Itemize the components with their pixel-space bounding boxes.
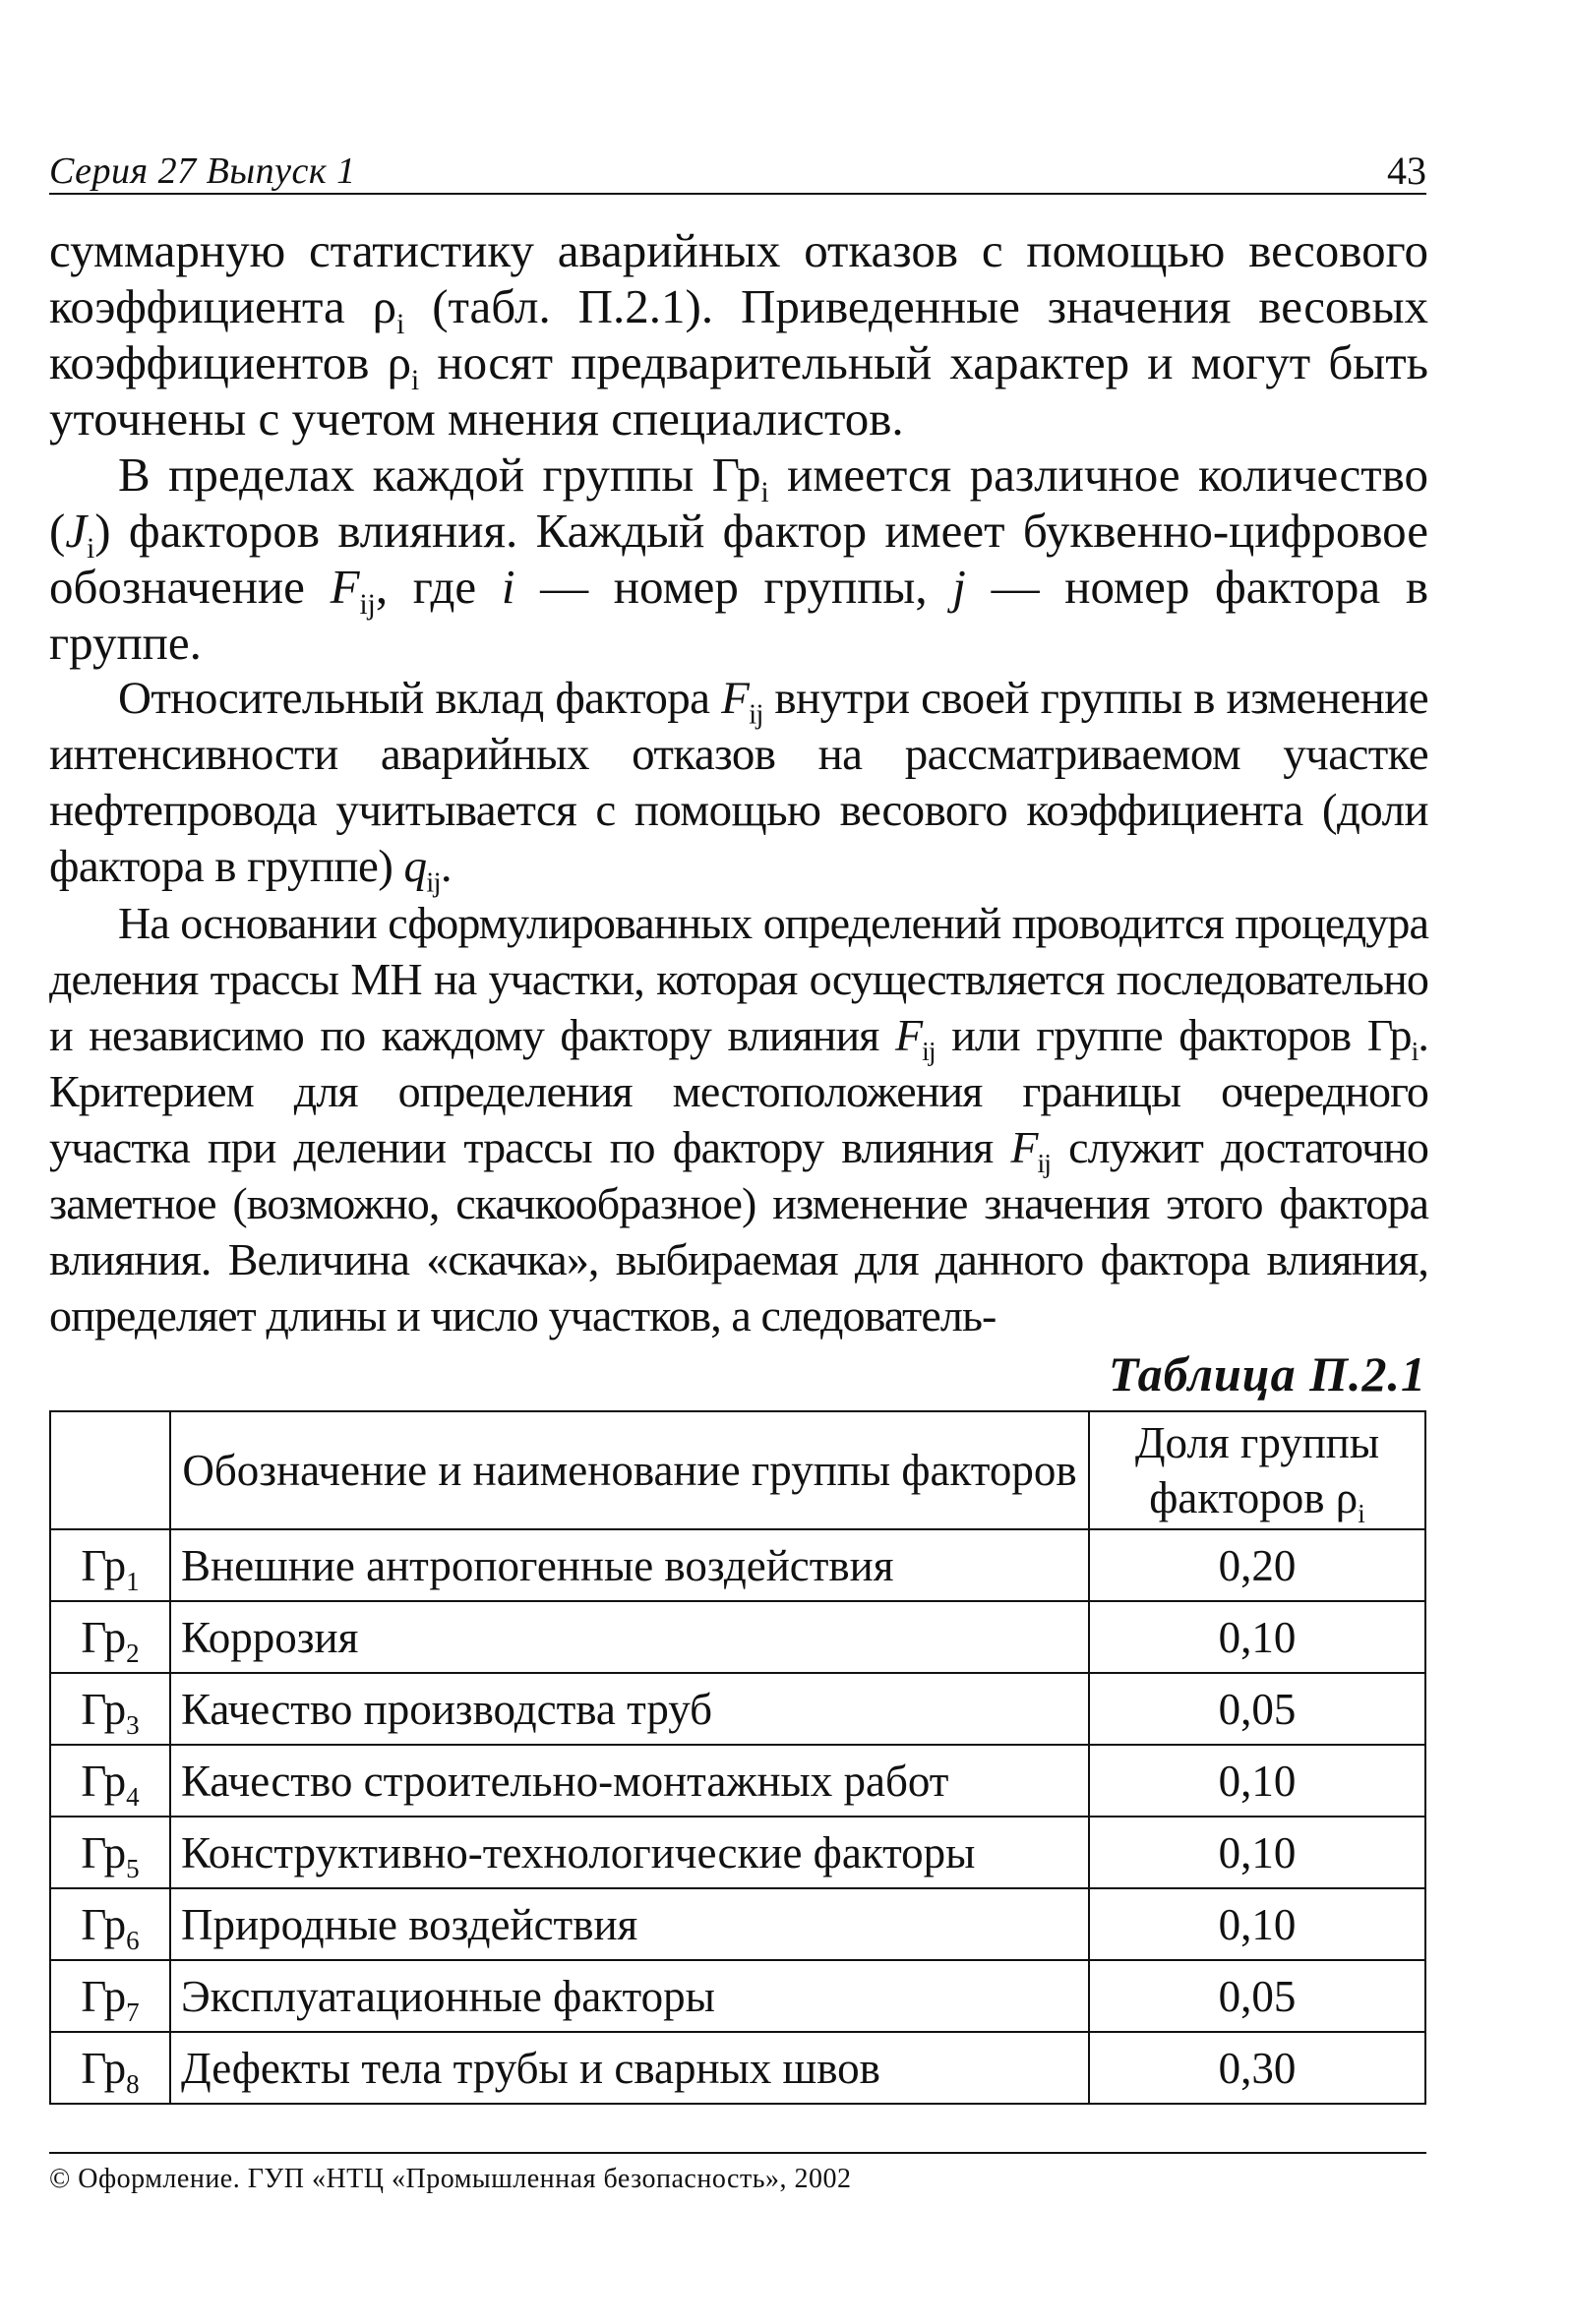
group-code — [50, 2032, 170, 2104]
paragraph-1 — [49, 222, 1428, 447]
copyright-notice: © Оформление. ГУП «НТЦ «Промышленная безопасность», 2002 — [49, 2164, 852, 2194]
group-code — [50, 1673, 170, 1745]
group-code — [50, 1601, 170, 1673]
subscript: i — [760, 476, 769, 508]
paragraph-2 — [49, 447, 1428, 671]
group-code-text: Гр — [81, 1756, 127, 1806]
group-name: Качество строительно-монтажных работ — [170, 1745, 1089, 1817]
symbol-F: F — [1010, 1122, 1038, 1172]
header-code — [50, 1411, 170, 1529]
text: служит достаточно заметное (возможно, скачкообразное) изменение значения этого фактора влияния. Величина «скачка», выбираемая для данного фактора влияния, определяет длины и число участков, а следователь- — [49, 1122, 1428, 1341]
table-row — [50, 2032, 1425, 2104]
group-share: 0,30 — [1089, 2032, 1425, 2104]
group-code-text: Гр — [81, 1971, 127, 2021]
group-share: 0,05 — [1089, 1960, 1425, 2032]
group-name: Внешние антропогенные воздействия — [170, 1529, 1089, 1601]
group-name: Эксплуатационные факторы — [170, 1960, 1089, 2032]
text: ) факторов влияния. Каждый фактор имеет буквенно-цифровое обозначение — [49, 504, 1428, 614]
group-code — [50, 1888, 170, 1960]
running-head — [49, 148, 1426, 195]
subscript: ij — [1037, 1148, 1052, 1179]
group-name: Качество производства труб — [170, 1673, 1089, 1745]
group-code — [50, 1745, 170, 1817]
series-label: Серия 27 Выпуск 1 — [49, 150, 356, 192]
table-row — [50, 1745, 1425, 1817]
body-text — [49, 222, 1428, 1343]
subscript: 4 — [126, 1781, 140, 1812]
table-row — [50, 1817, 1425, 1888]
factor-groups-table — [49, 1410, 1426, 2105]
group-name: Природные воздействия — [170, 1888, 1089, 1960]
subscript: ij — [426, 867, 441, 899]
subscript: ij — [359, 588, 376, 621]
table-row — [50, 1960, 1425, 2032]
text: носят предварительный характер и могут быть уточнены с учетом мнения специалистов. — [49, 335, 1428, 446]
group-share: 0,10 — [1089, 1888, 1425, 1960]
page-number: 43 — [1387, 149, 1426, 193]
group-code-text: Гр — [81, 1612, 127, 1662]
table-body — [50, 1529, 1425, 2104]
symbol-j: j — [952, 560, 966, 614]
group-code — [50, 1960, 170, 2032]
group-name: Коррозия — [170, 1601, 1089, 1673]
subscript: 2 — [126, 1638, 140, 1668]
symbol-J: J — [65, 504, 88, 558]
text: — номер группы, — [514, 560, 953, 614]
table-row — [50, 1601, 1425, 1673]
text: Относительный вклад фактора — [118, 673, 722, 724]
symbol-F: F — [721, 673, 750, 724]
table-header-row — [50, 1411, 1425, 1529]
group-name: Дефекты тела трубы и сварных швов — [170, 2032, 1089, 2104]
text: . — [440, 841, 452, 892]
subscript: 7 — [126, 1996, 140, 2027]
text: имеется различное количество ( — [49, 447, 1428, 558]
group-share: 0,10 — [1089, 1817, 1425, 1888]
table-row — [50, 1673, 1425, 1745]
group-code — [50, 1817, 170, 1888]
subscript: i — [396, 308, 405, 340]
group-code-text: Гр — [81, 1684, 127, 1734]
text: или группе факторов Гр — [935, 1010, 1412, 1060]
group-code-text: Гр — [81, 1827, 127, 1877]
group-code-text: Гр — [81, 1540, 127, 1590]
group-share: 0,20 — [1089, 1529, 1425, 1601]
group-code-text: Гр — [81, 1899, 127, 1949]
subscript: i — [1411, 1036, 1419, 1067]
text: (табл. П.2.1). Приведенные значения весовых коэффициентов ρ — [49, 279, 1428, 389]
subscript: 8 — [126, 2068, 140, 2099]
header-share-text: Доля группы факторов ρ — [1134, 1418, 1380, 1522]
text: , где — [375, 560, 502, 614]
subscript: 1 — [126, 1566, 140, 1596]
text: В пределах каждой группы Гр — [118, 447, 761, 502]
group-share: 0,05 — [1089, 1673, 1425, 1745]
subscript: i — [411, 364, 420, 396]
symbol-i: i — [501, 560, 515, 614]
subscript: ij — [922, 1036, 936, 1067]
group-share: 0,10 — [1089, 1745, 1425, 1817]
text: . Критерием для определения местоположения границы очередного участка при делении трассы по фактору влияния — [49, 1010, 1428, 1172]
paragraph-3 — [49, 671, 1428, 899]
group-code — [50, 1529, 170, 1601]
header-name: Обозначение и наименование группы факторов — [170, 1411, 1089, 1529]
text: На основании сформулированных определений проводится процедура деления трассы МН на участки, которая осуществляется последовательно и независимо по каждому фактору влияния — [49, 898, 1428, 1060]
paragraph-4 — [49, 895, 1428, 1343]
symbol-F: F — [894, 1010, 923, 1060]
table-caption: Таблица П.2.1 — [1108, 1346, 1426, 1401]
subscript: 3 — [126, 1709, 140, 1740]
symbol-F: F — [330, 560, 360, 614]
header-share — [1089, 1411, 1425, 1529]
text: — номер фактора в группе. — [49, 560, 1428, 670]
table-row — [50, 1529, 1425, 1601]
subscript: 5 — [126, 1853, 140, 1883]
group-share: 0,10 — [1089, 1601, 1425, 1673]
subscript: ij — [749, 699, 763, 731]
table-row — [50, 1888, 1425, 1960]
subscript: 6 — [126, 1925, 140, 1955]
text: внутри своей группы в изменение интенсивности аварийных отказов на рассматриваемом участке нефтепровода учитывается с помощью весового коэффициента (доли фактора в группе) — [49, 673, 1428, 892]
subscript: i — [87, 532, 95, 565]
group-name: Конструктивно-технологические факторы — [170, 1817, 1089, 1888]
group-code-text: Гр — [81, 2043, 127, 2093]
text: суммарную статистику аварийных отказов с помощью весового коэффициента ρ — [49, 223, 1428, 333]
footer-divider — [49, 2152, 1426, 2154]
symbol-q: q — [403, 841, 427, 892]
subscript: i — [1358, 1499, 1365, 1528]
